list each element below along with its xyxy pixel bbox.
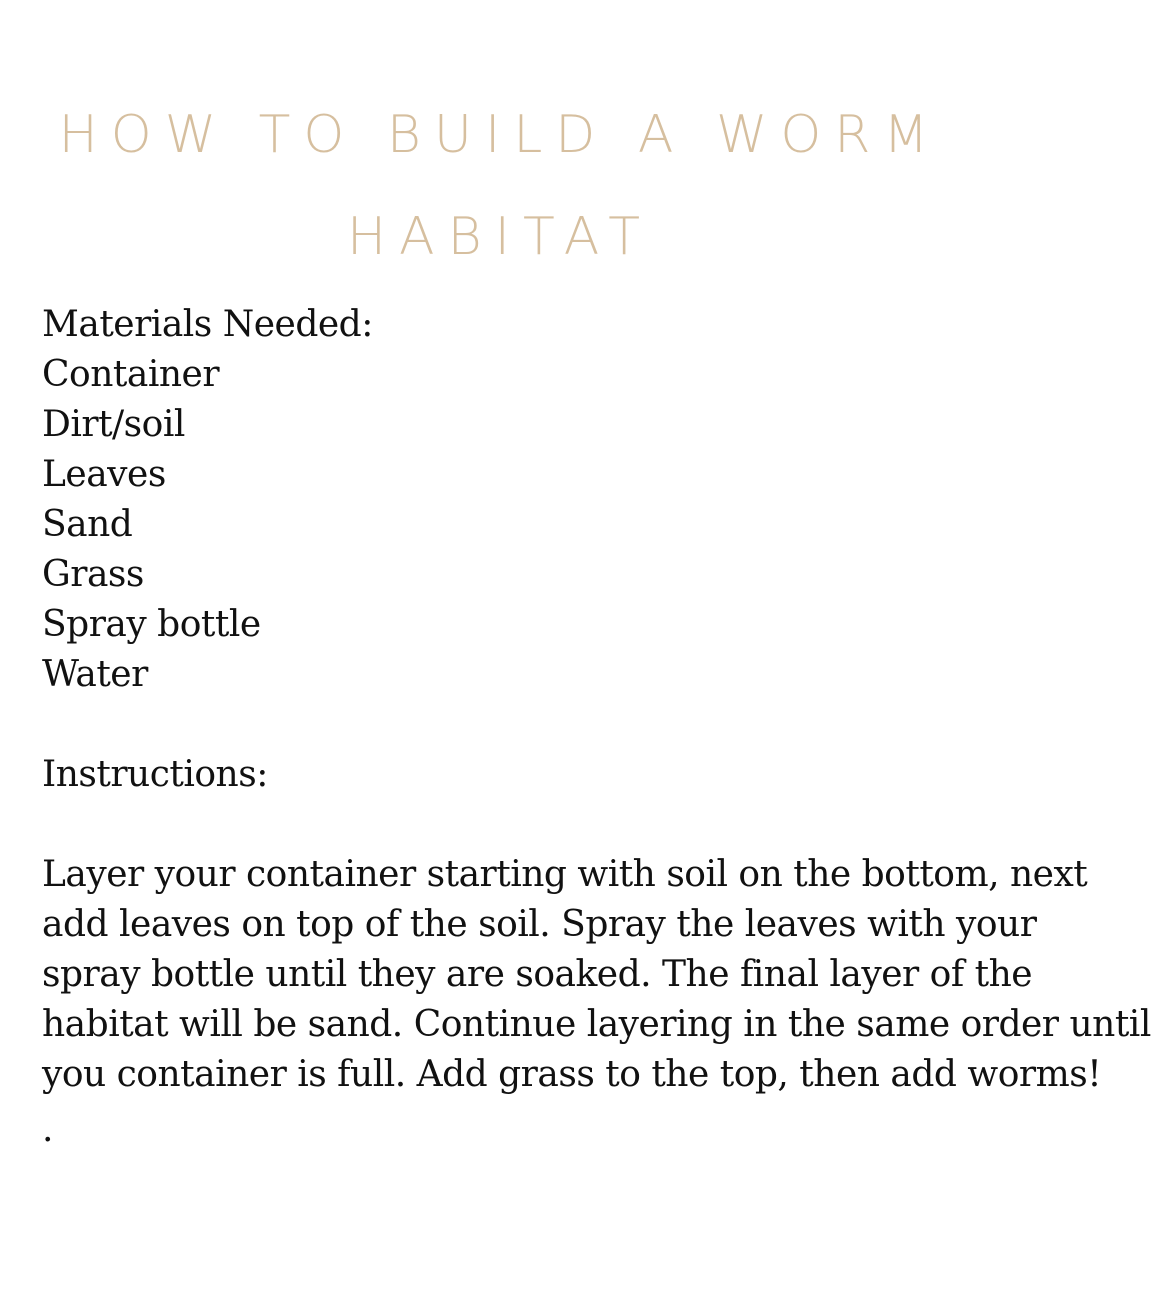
title-line-1: HOW TO BUILD A WORM — [58, 105, 942, 165]
spacer — [42, 800, 972, 850]
title-line-2: HABITAT — [346, 207, 654, 267]
materials-heading: Materials Needed: — [42, 304, 373, 345]
instructions-line: you container is full. Add grass to the top, then add worms! — [42, 1054, 1102, 1095]
trailing-period: . — [42, 1109, 53, 1150]
material-item-grass: Grass — [42, 554, 144, 595]
instructions-line: add leaves on top of the soil. Spray the leaves with your — [42, 904, 1037, 945]
instructions-line: habitat will be sand. Continue layering in the same order until — [42, 1004, 1151, 1045]
material-item-leaves: Leaves — [42, 454, 166, 495]
spacer — [42, 700, 972, 750]
document-body — [42, 300, 1151, 1160]
instructions-heading: Instructions: — [42, 754, 268, 795]
page-title — [0, 84, 1000, 288]
instructions-line: spray bottle until they are soaked. The final layer of the — [42, 954, 1033, 995]
material-item-dirt-soil: Dirt/soil — [42, 404, 185, 445]
material-item-container: Container — [42, 354, 220, 395]
instructions-paragraph — [42, 850, 1151, 1100]
instructions-line: Layer your container starting with soil on the bottom, next — [42, 854, 1088, 895]
material-item-sand: Sand — [42, 504, 133, 545]
material-item-water: Water — [42, 654, 148, 695]
material-item-spray-bottle: Spray bottle — [42, 604, 261, 645]
